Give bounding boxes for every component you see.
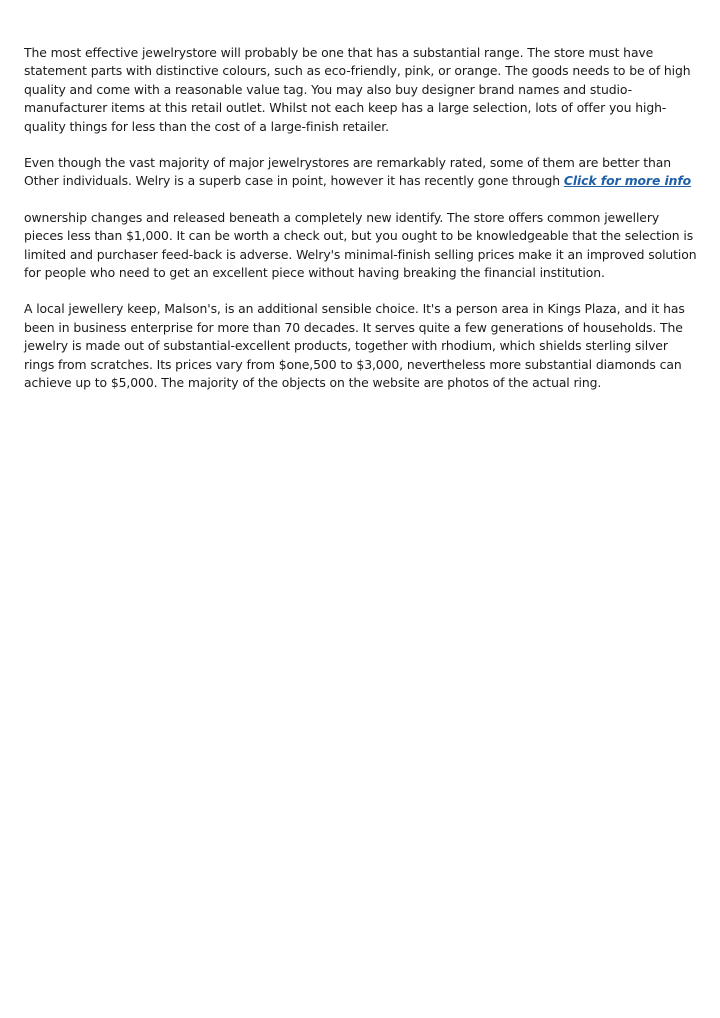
article-body [24, 44, 700, 411]
click-for-more-info-link[interactable]: Click for more info [563, 173, 692, 189]
paragraph-3 [24, 209, 700, 283]
paragraph-1-text: The most effective jewelrystore will probably be one that has a substantial range. The store must have statement parts with distinctive colours, such as eco-friendly, pink, or orange. The goods needs to be of high quality and come with a reasonable value tag. You may also buy designer brand names and studio-manufacturer items at this retail outlet. Whilst not each keep has a large selection, lots of offer you high-quality things for less than the cost of a large-finish retailer. [24, 45, 691, 134]
paragraph-1 [24, 44, 700, 136]
paragraph-2 [24, 154, 700, 191]
paragraph-3-text: ownership changes and released beneath a completely new identify. The store offers common jewellery pieces less than $1,000. It can be worth a check out, but you ought to be knowledgeable that the selection is limited and purchaser feed-back is adverse. Welry's minimal-finish selling prices make it an improved solution for people who need to get an excellent piece without having breaking the financial institution. [24, 209, 697, 281]
paragraph-2-text: Even though the vast majority of major jewelrystores are remarkably rated, some of them are better than Other individuals. Welry is a superb case in point, however it has recently gone through [24, 155, 672, 189]
paragraph-4-text: A local jewellery keep, Malson's, is an additional sensible choice. It's a person area in Kings Plaza, and it has been in business enterprise for more than 70 decades. It serves quite a few generations of households. The jewelry is made out of substantial-excellent products, together with rhodium, which shields sterling silver rings from scratches. Its prices vary from $one,500 to $3,000, nevertheless more substantial diamonds can achieve up to $5,000. The majority of the objects on the website are photos of the actual ring. [24, 301, 685, 391]
paragraph-4 [24, 300, 700, 392]
